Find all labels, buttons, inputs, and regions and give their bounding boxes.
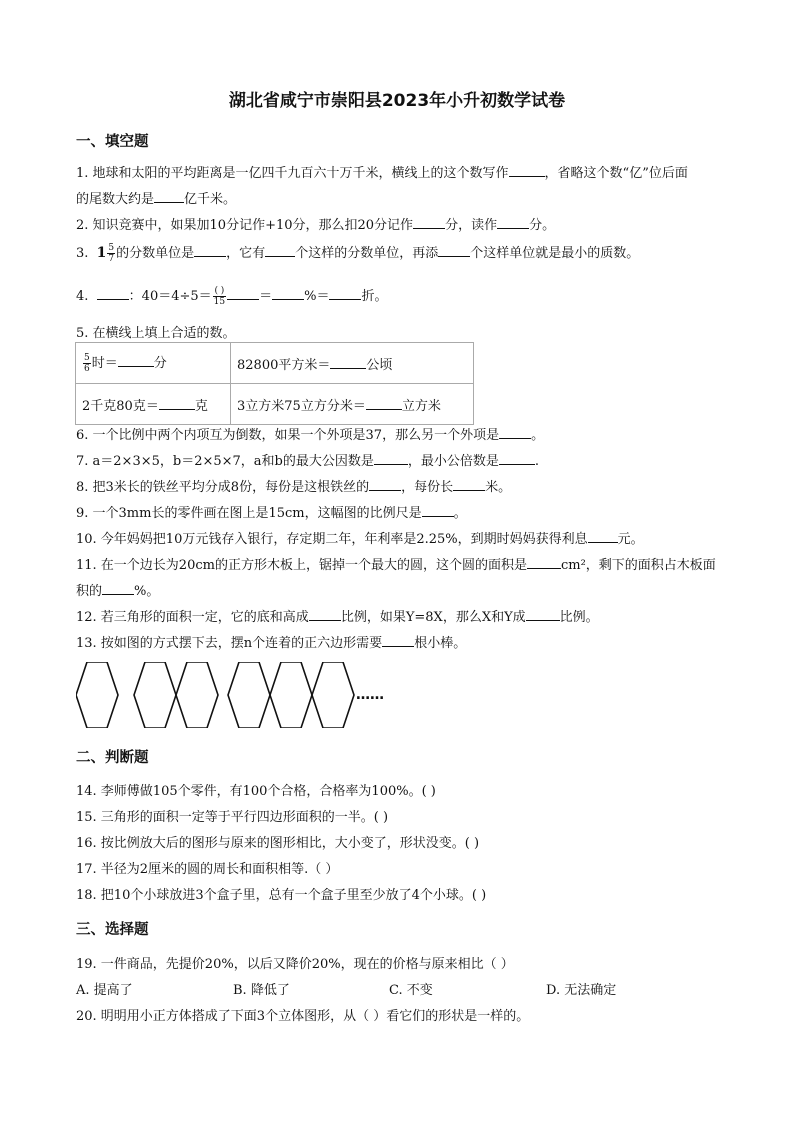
- answer-blank: [422, 504, 454, 517]
- table-row: [76, 343, 474, 384]
- section-heading-fill-in: 一、填空题: [76, 134, 149, 150]
- answer-blank: [369, 478, 401, 491]
- choice-b: B. 降低了: [233, 983, 290, 998]
- question-11-line-1: [76, 554, 716, 573]
- answer-blank: [374, 452, 408, 465]
- question-5: 5. 在横线上填上合适的数。: [76, 326, 236, 341]
- table-row: [76, 384, 474, 425]
- question-text: 比例。: [559, 610, 599, 625]
- question-text: 亿千米。: [184, 192, 237, 207]
- mixed-number-whole: 1: [96, 245, 107, 261]
- question-13: [76, 632, 466, 651]
- question-text: 8. 把3米长的铁丝平均分成8份，每份是这根铁丝的: [76, 480, 370, 495]
- question-text: ：40＝4÷5＝: [128, 289, 212, 304]
- question-text: 11. 在一个边长为20cm的正方形木板上，锯掉一个最大的圆，这个圆的面积是: [76, 558, 527, 573]
- answer-blank: [102, 582, 134, 595]
- question-8: [76, 476, 511, 495]
- question-text: 。: [531, 428, 545, 443]
- choice-a: A. 提高了: [76, 983, 133, 998]
- question-text: 米。: [485, 480, 512, 495]
- question-text: 1. 地球和太阳的平均距离是一亿四千九百六十万千米，横线上的这个数写作: [76, 166, 509, 181]
- answer-blank: [499, 452, 535, 465]
- question-12: [76, 606, 599, 625]
- answer-blank: [154, 190, 184, 203]
- question-text: 个这样单位就是最小的质数。: [470, 246, 640, 261]
- conversion-table: [75, 342, 474, 425]
- question-text: 的分数单位是: [116, 246, 195, 261]
- hexagon: [134, 662, 176, 728]
- question-text: 。: [453, 506, 467, 521]
- answer-blank: [382, 634, 414, 647]
- answer-blank: [97, 287, 129, 300]
- answer-blank: [227, 287, 259, 300]
- hexagon: [76, 662, 118, 728]
- question-text: .: [534, 454, 540, 469]
- fraction: $\frac{5}{7}$: [108, 243, 115, 264]
- question-text: ，每份长: [401, 480, 454, 495]
- answer-blank: [265, 244, 295, 257]
- question-1-line-1: [76, 162, 688, 181]
- question-text: 6. 一个比例中两个内项互为倒数，如果一个外项是37，那么另一个外项是: [76, 428, 500, 443]
- continuation-dots: ……: [356, 687, 384, 703]
- question-text: 折。: [361, 289, 388, 304]
- section-heading-multiple-choice: 三、选择题: [76, 922, 149, 938]
- question-text: 13. 按如图的方式摆下去，摆n个连着的正六边形需要: [76, 636, 383, 651]
- question-text: %。: [134, 584, 160, 599]
- question-text: ＝: [259, 289, 273, 304]
- answer-blank: [329, 287, 361, 300]
- question-11-line-2: [76, 580, 159, 599]
- question-text: 根小棒。: [414, 636, 467, 651]
- hexagon: [228, 662, 270, 728]
- fraction: $\frac{( )}{15}$: [213, 286, 226, 307]
- page-title: 湖北省咸宁市崇阳县2023年小升初数学试卷: [228, 91, 566, 111]
- question-18: 18. 把10个小球放进3个盒子里，总有一个盒子里至少放了4个小球。( ): [76, 888, 487, 903]
- section-heading-judgement: 二、判断题: [76, 750, 149, 766]
- answer-blank: [438, 244, 470, 257]
- question-text: ，它有: [226, 246, 266, 261]
- choice-c: C. 不变: [389, 983, 433, 998]
- table-cell: 3立方米75立方分米＝ 立方米: [231, 384, 474, 425]
- answer-blank: [330, 356, 366, 369]
- choice-d: D. 无法确定: [546, 983, 617, 998]
- question-text: %＝: [304, 289, 330, 304]
- answer-blank: [118, 354, 154, 367]
- hexagon: [312, 662, 354, 728]
- question-text: 分，读作: [445, 218, 498, 233]
- answer-blank: [588, 530, 618, 543]
- answer-blank: [509, 164, 545, 177]
- question-6: [76, 424, 544, 443]
- answer-blank: [366, 397, 402, 410]
- question-text: 个这样的分数单位，再添: [295, 246, 439, 261]
- answer-blank: [526, 608, 560, 621]
- question-2: [76, 214, 555, 233]
- question-10: [76, 528, 644, 547]
- answer-blank: [272, 287, 304, 300]
- hexagon: [176, 662, 218, 728]
- question-text: 积的: [76, 584, 103, 599]
- question-text: 分。: [529, 218, 556, 233]
- answer-blank: [453, 478, 485, 491]
- answer-blank: [499, 426, 531, 439]
- answer-blank: [497, 216, 529, 229]
- answer-blank: [309, 608, 341, 621]
- question-text: ，最小公倍数是: [407, 454, 499, 469]
- table-cell: $\frac{5}{6}$ 时＝ 分: [76, 343, 231, 384]
- question-text: 的尾数大约是: [76, 192, 155, 207]
- question-16: 16. 按比例放大后的图形与原来的图形相比，大小变了，形状没变。( ): [76, 836, 480, 851]
- question-text: ，省略这个数“亿”位后面: [544, 166, 688, 181]
- answer-blank: [413, 216, 445, 229]
- question-19: 19. 一件商品，先提价20%，以后又降价20%，现在的价格与原来相比（ ）: [76, 957, 514, 972]
- question-text: 12. 若三角形的面积一定，它的底和高成: [76, 610, 309, 625]
- question-text: 10. 今年妈妈把10万元钱存入银行，存定期二年，年利率是2.25%，到期时妈妈获得利息: [76, 532, 588, 547]
- table-cell: 82800平方米＝ 公顷: [231, 343, 474, 384]
- question-20: 20. 明明用小正方体搭成了下面3个立体图形，从（ ）看它们的形状是一样的。: [76, 1009, 530, 1024]
- question-3: [76, 242, 639, 264]
- question-1-line-2: [76, 188, 236, 207]
- hexagon-pattern-figure: [76, 662, 396, 728]
- hexagon: [270, 662, 312, 728]
- question-4: [76, 285, 388, 307]
- question-text: 7. a＝2×3×5，b＝2×5×7，a和b的最大公因数是: [76, 454, 374, 469]
- question-number: 4.: [76, 289, 89, 304]
- question-text: 2. 知识竞赛中，如果加10分记作+10分，那么扣20分记作: [76, 218, 414, 233]
- question-7: [76, 450, 539, 469]
- answer-blank: [159, 397, 195, 410]
- question-number: 3.: [76, 246, 89, 261]
- question-text: cm²，剩下的面积占木板面: [560, 558, 716, 573]
- question-text: 9. 一个3mm长的零件画在图上是15cm，这幅图的比例尺是: [76, 506, 422, 521]
- fraction: $\frac{5}{6}$: [84, 353, 90, 374]
- question-9: [76, 502, 467, 521]
- question-14: 14. 李师傅做105个零件，有100个合格，合格率为100%。( ): [76, 784, 436, 799]
- answer-blank: [527, 556, 561, 569]
- question-15: 15. 三角形的面积一定等于平行四边形面积的一半。( ): [76, 810, 389, 825]
- question-17: 17. 半径为2厘米的圆的周长和面积相等.（ ）: [76, 862, 339, 877]
- table-cell: 2千克80克＝ 克: [76, 384, 231, 425]
- question-text: 比例，如果Y=8X，那么X和Y成: [340, 610, 526, 625]
- answer-blank: [194, 244, 226, 257]
- question-text: 元。: [617, 532, 644, 547]
